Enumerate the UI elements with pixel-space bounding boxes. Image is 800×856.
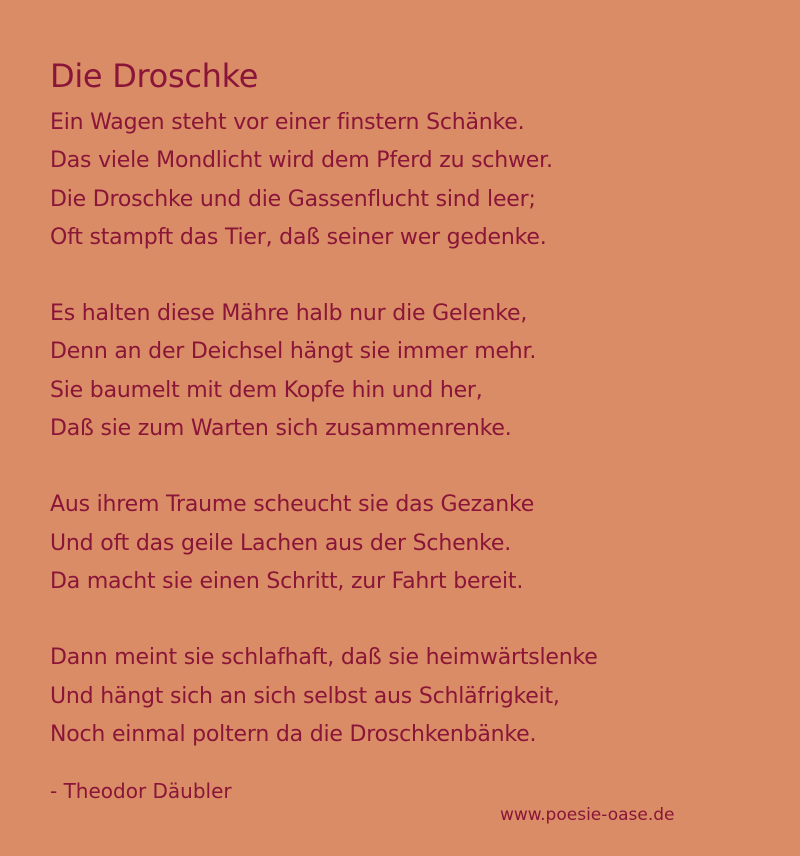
- poem-card: [50, 52, 770, 754]
- verse-line: Da macht sie einen Schritt, zur Fahrt bereit.: [50, 568, 524, 594]
- verse-line: Und hängt sich an sich selbst aus Schläfrigkeit,: [50, 683, 560, 709]
- verse-line: Die Droschke und die Gassenflucht sind leer;: [50, 186, 536, 212]
- verse-line: Daß sie zum Warten sich zusammenrenke.: [50, 416, 512, 442]
- verse-line: Oft stampft das Tier, daß seiner wer gedenke.: [50, 224, 547, 250]
- verse-line: Aus ihrem Traume scheucht sie das Gezanke: [50, 492, 535, 518]
- verse-line: Und oft das geile Lachen aus der Schenke.: [50, 530, 512, 556]
- poem-title: Die Droschke: [50, 57, 259, 95]
- verse-line: Sie baumelt mit dem Kopfe hin und her,: [50, 377, 483, 403]
- poem-author: - Theodor Däubler: [50, 779, 232, 803]
- stanza-1: [50, 104, 770, 257]
- verse-line: Noch einmal poltern da die Droschkenbänke.: [50, 721, 537, 747]
- stanza-2: [50, 295, 770, 448]
- verse-line: Es halten diese Mähre halb nur die Gelenke,: [50, 301, 528, 327]
- verse-line: Das viele Mondlicht wird dem Pferd zu schwer.: [50, 148, 553, 174]
- stanza-4: [50, 639, 770, 754]
- verse-line: Ein Wagen steht vor einer finstern Schänke.: [50, 110, 525, 135]
- verse-line: Dann meint sie schlafhaft, daß sie heimwärtslenke: [50, 645, 598, 671]
- poem-body: [50, 104, 770, 754]
- verse-line: Denn an der Deichsel hängt sie immer mehr.: [50, 339, 537, 365]
- stanza-3: [50, 486, 770, 601]
- website-url: www.poesie-oase.de: [500, 805, 675, 825]
